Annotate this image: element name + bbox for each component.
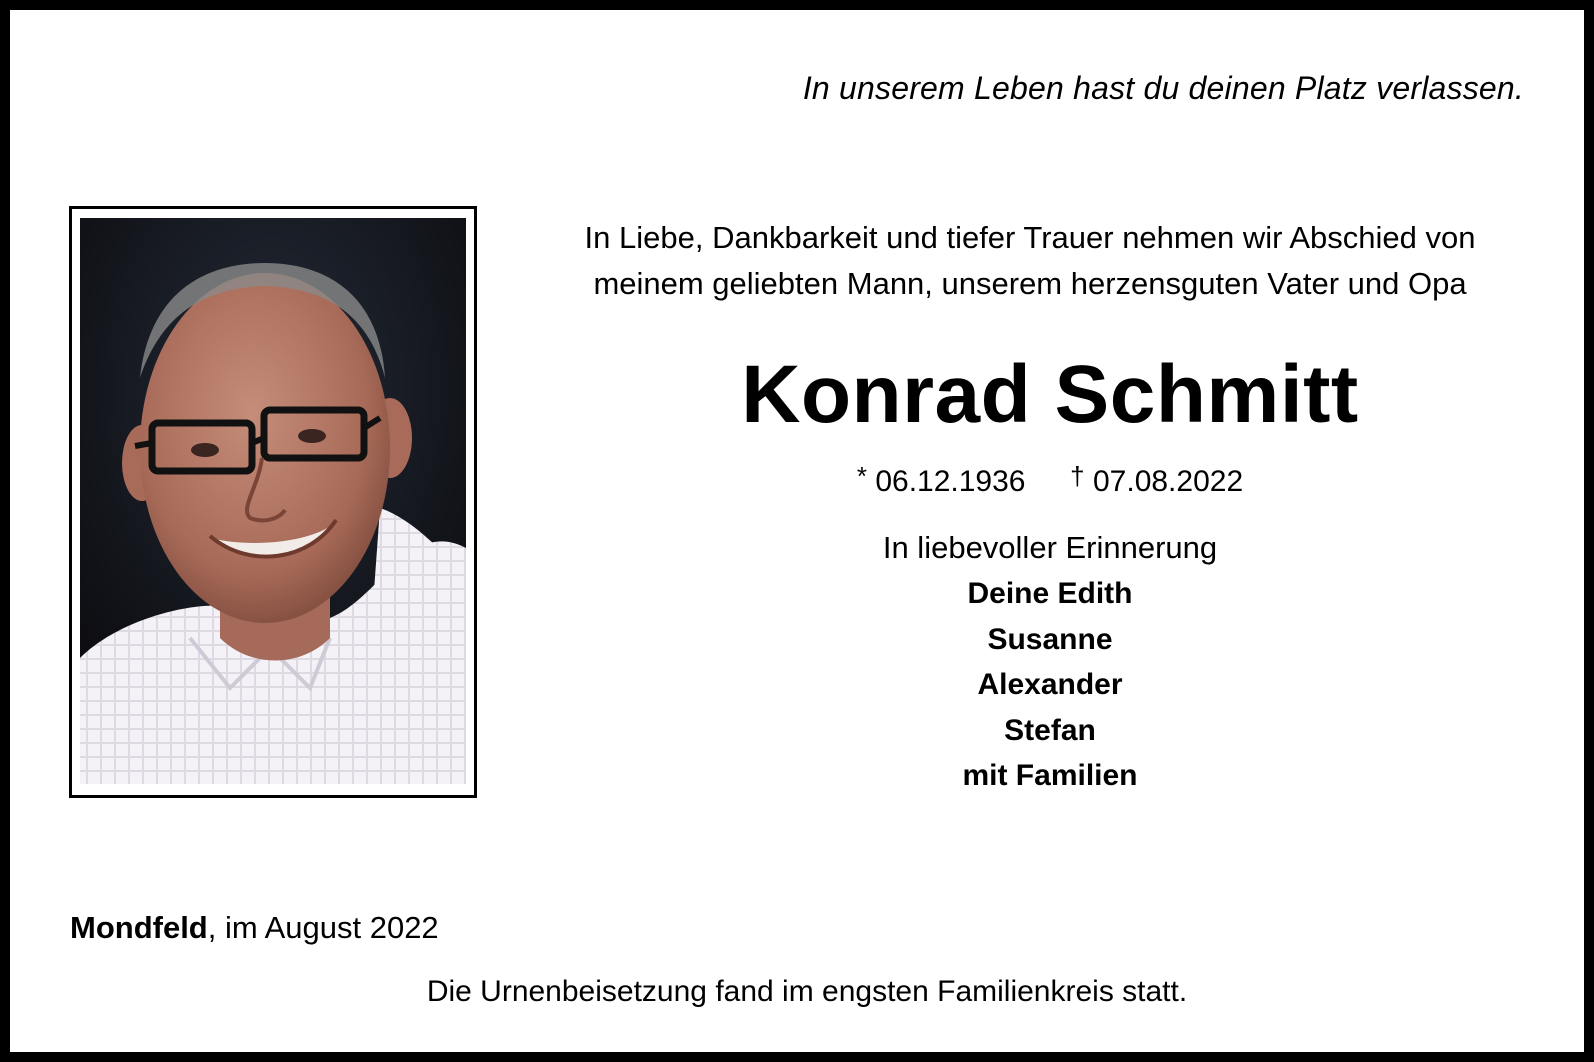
birth-star-icon: * (856, 461, 867, 491)
life-dates (550, 456, 1550, 502)
mourner-name: Deine Edith (967, 577, 1133, 610)
mourner-name: Susanne (987, 622, 1113, 656)
intro-line: meinem geliebten Mann, unserem herzensguten Vater und Opa (593, 266, 1467, 301)
birth-date: 06.12.1936 (875, 465, 1026, 498)
portrait-photo (80, 218, 466, 784)
date-text: , im August 2022 (207, 910, 439, 945)
mourner-name: mit Familien (962, 759, 1138, 792)
mourners-list (550, 571, 1550, 799)
place-and-date (70, 908, 439, 948)
burial-note: Die Urnenbeisetzung fand im engsten Familienkreis statt. (426, 975, 1188, 1008)
death-date: 07.08.2022 (1092, 465, 1244, 498)
death-cross-icon: † (1070, 461, 1085, 491)
mourner-name: Stefan (1004, 713, 1096, 747)
town-name: Mondfeld (70, 910, 208, 945)
intro-line: In Liebe, Dankbarkeit und tiefer Trauer nehmen wir Abschied von (584, 220, 1476, 255)
deceased-name: Konrad Schmitt (741, 349, 1359, 440)
intro-text (530, 215, 1530, 307)
remembrance-line: In liebevoller Erinnerung (882, 530, 1218, 565)
portrait-frame (69, 206, 477, 798)
motto-line: In unserem Leben hast du deinen Platz verlassen. (802, 70, 1524, 106)
mourner-name: Alexander (977, 668, 1123, 701)
